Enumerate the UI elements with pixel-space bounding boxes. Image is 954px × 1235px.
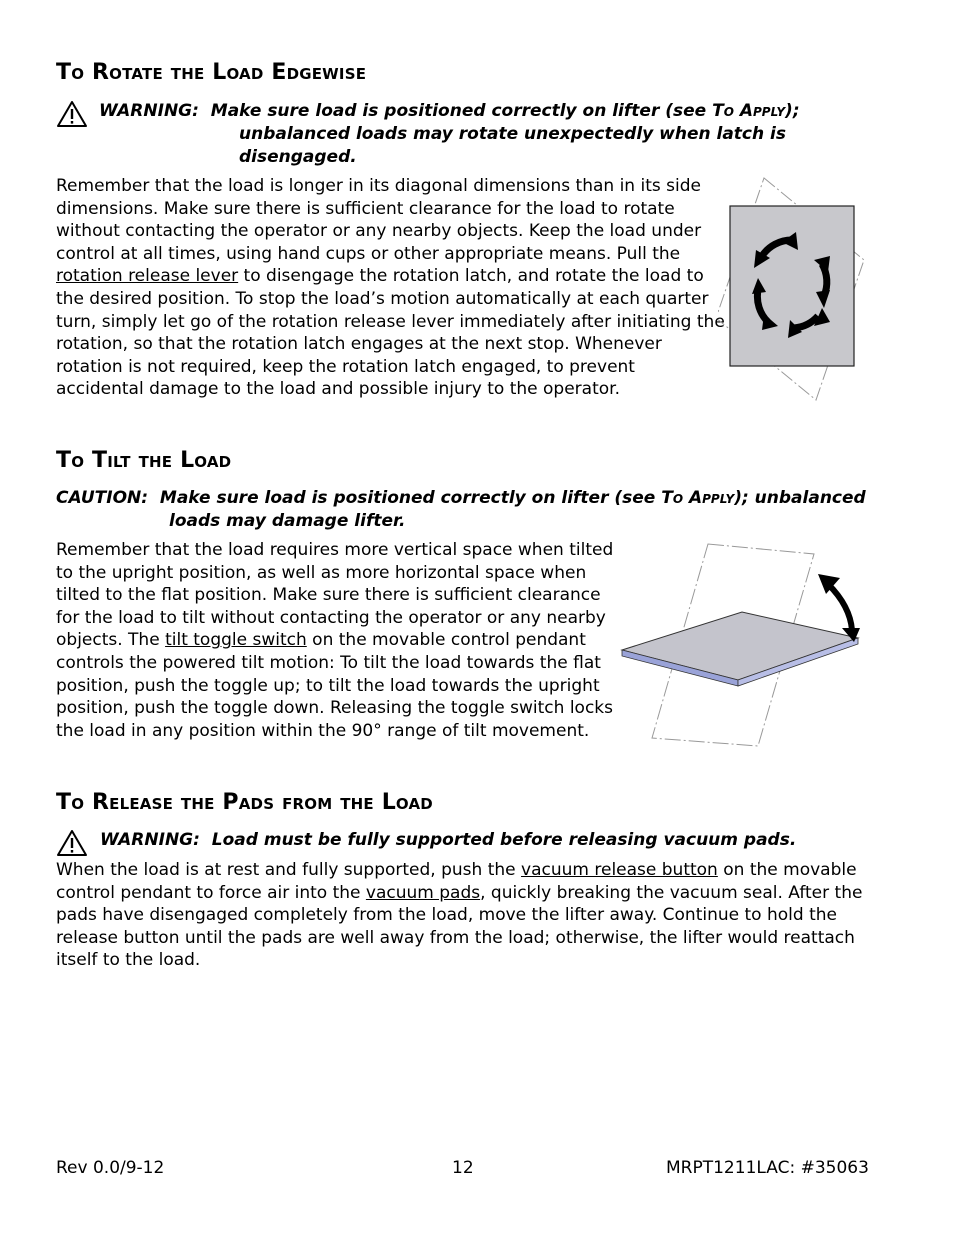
warning-triangle-icon — [56, 829, 88, 857]
warning-release: WARNING: Load must be fully supported before releasing vacuum pads. — [100, 830, 797, 850]
rotation-release-lever-link: rotation release lever — [56, 266, 239, 287]
rotate-paragraph: Remember that the load is longer in its diagonal dimensions than in its side dimensions. Make sure there is sufficient clearance for the load to rotate without contacting the operator or any nearby objects. Keep the load under control at all times, using hand cups or other appropriate means. Pull the rotation release lever to disengage the rotation latch, and rotate the load to the desired position. To stop the load’s motion automatically at each quarter turn, simply let go of the rotation release lever immediately after initiating the rotation, so that the rotation latch engages at the next stop. Whenever rotation is not required, keep the rotation latch engaged, to prevent accidental damage to the load and possible injury to the operator. — [56, 176, 725, 400]
heading-tilt: To Tilt the Load — [56, 448, 232, 473]
ref-to-apply: To Apply — [661, 488, 735, 508]
caution-tilt-line2: loads may damage lifter. — [169, 511, 406, 531]
footer-model-number: MRPT1211LAC: #35063 — [666, 1158, 869, 1178]
warning-rotate-line2: unbalanced loads may rotate unexpectedly when latch is — [239, 124, 786, 144]
ref-to-apply: To Apply — [712, 101, 786, 121]
tilt-load-illustration — [618, 540, 864, 752]
caution-tilt-line1: CAUTION: Make sure load is positioned correctly on lifter (see To Apply); unbalanced — [56, 488, 866, 508]
heading-rotate: To Rotate the Load Edgewise — [56, 60, 367, 85]
warning-triangle-icon — [56, 100, 88, 128]
warning-rotate-line1: WARNING: Make sure load is positioned correctly on lifter (see To Apply); — [99, 101, 800, 121]
vacuum-release-button-link: vacuum release button — [521, 860, 718, 880]
tilt-paragraph: Remember that the load requires more vertical space when tilted to the upright position, as well as more horizontal space when tilted to the flat position. Make sure there is sufficient clearance for the load to tilt without contacting the operator or any nearby objects. The tilt toggle switch on the movable control pendant controls the powered tilt motion: To tilt the load towards the flat position, push the toggle up; to tilt the load towards the upright position, push the toggle down. Releasing the toggle switch locks the load in any position within the 90° range of tilt movement. — [56, 540, 614, 741]
vacuum-pads-link: vacuum pads — [365, 882, 481, 903]
rotate-load-illustration — [718, 176, 866, 402]
footer-revision: Rev 0.0/9-12 — [56, 1158, 165, 1178]
warning-rotate-line3: disengaged. — [239, 147, 357, 167]
footer-page-number: 12 — [452, 1158, 474, 1178]
tilt-toggle-switch-link: tilt toggle switch — [165, 630, 307, 651]
release-paragraph: When the load is at rest and fully supported, push the vacuum release button on the movable control pendant to force air into the vacuum pads, quickly breaking the vacuum seal. After the pads have disengaged completely from the load, move the lifter away. Continue to hold the release button until the pads are well away from the load; otherwise, the lifter would reattach itself to the load. — [56, 860, 863, 971]
heading-release: To Release the Pads from the Load — [56, 790, 433, 815]
